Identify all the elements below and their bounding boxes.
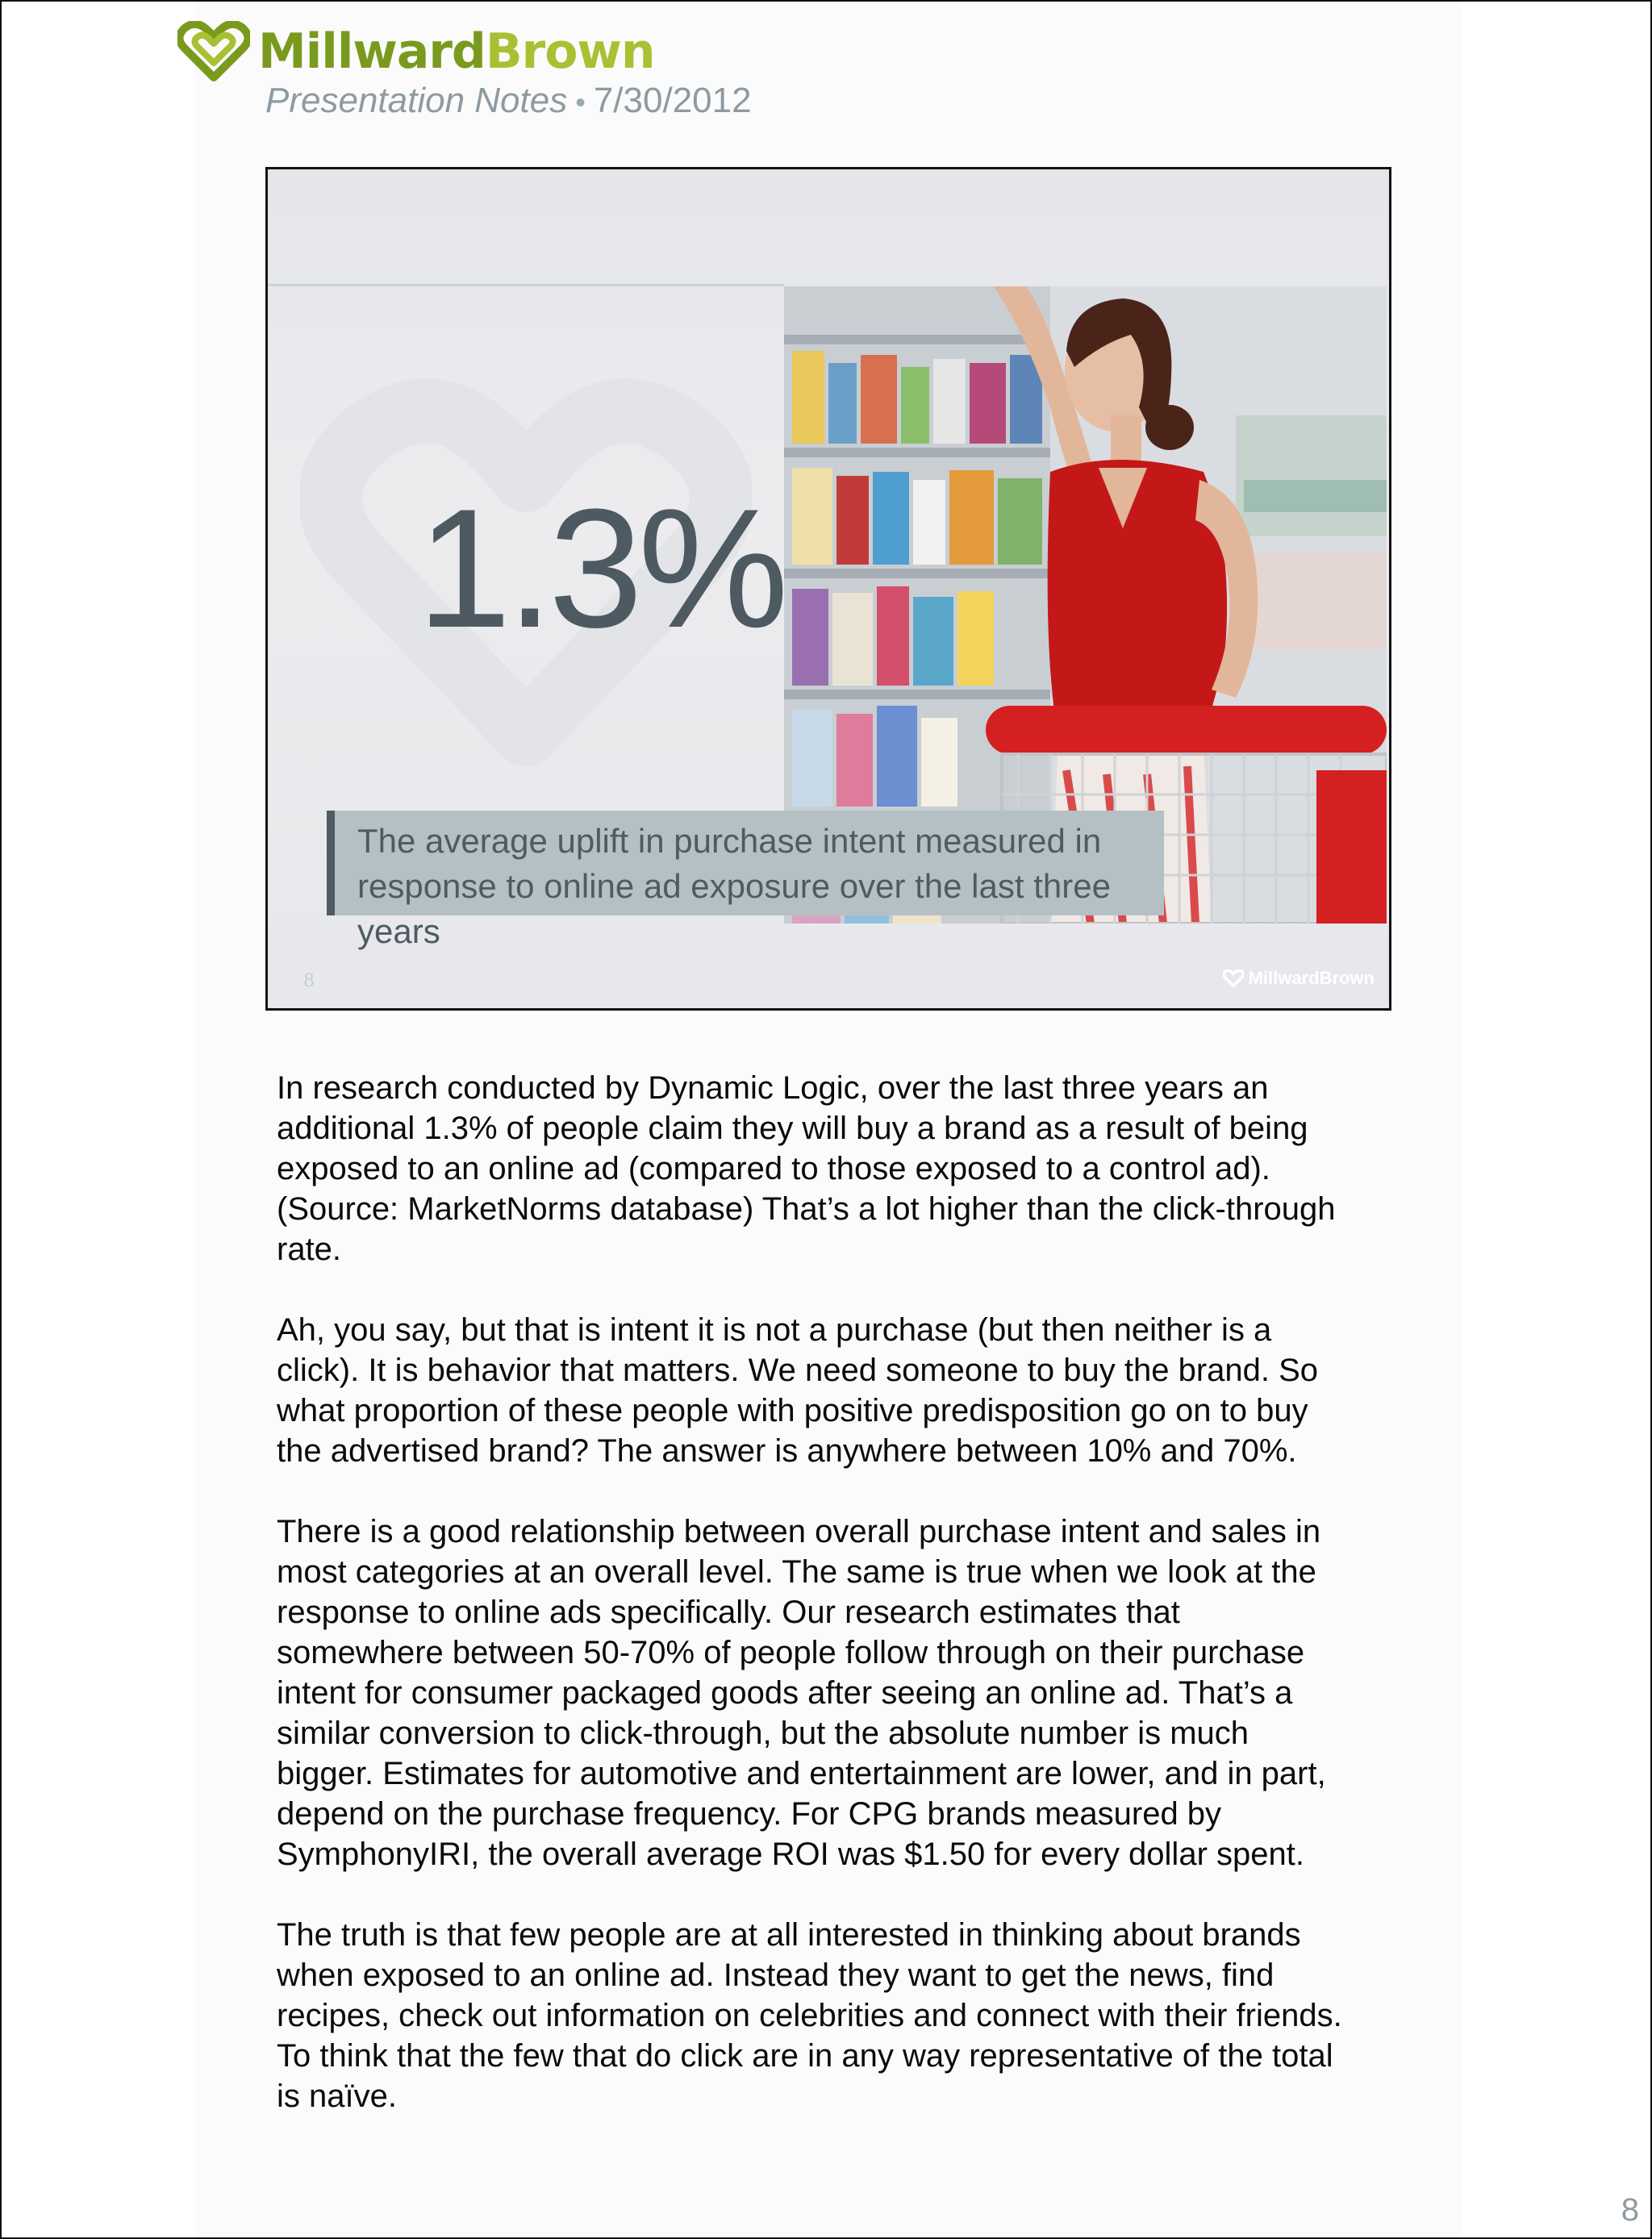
slide-image bbox=[265, 167, 1391, 1011]
page-number: 8 bbox=[1621, 2192, 1639, 2228]
heart-logo-icon bbox=[177, 21, 250, 82]
document-subtitle bbox=[265, 79, 752, 124]
slide-caption: The average uplift in purchase intent measured in response to online ad exposure over the last three years bbox=[357, 822, 1111, 950]
headline-stat: 1.3% bbox=[417, 473, 784, 663]
subtitle-separator: • bbox=[575, 85, 586, 119]
subtitle-date: 7/30/2012 bbox=[593, 81, 752, 120]
brand-name-part1: Millward bbox=[258, 23, 486, 80]
subtitle-label: Presentation Notes bbox=[265, 81, 568, 120]
slide-divider-line bbox=[268, 284, 784, 286]
slide-number: 8 bbox=[303, 971, 315, 991]
slide-logo-text: MillwardBrown bbox=[1248, 968, 1375, 988]
notes-paragraph: There is a good relationship between overall purchase intent and sales in most categories at an overall level. The same is true when we look at the response to online ads specifically. Our research estimates that somewhere between 50-70% of people follow through on their purchase intent for consumer packaged goods after seeing an online ad. That’s a similar conversion to click-through, but the absolute number is much bigger. Estimates for automotive and entertainment are lower, and in part, depend on the purchase frequency. For CPG brands measured by SymphonyIRI, the overall average ROI was $1.50 for every dollar spent. bbox=[277, 1514, 1326, 1872]
notes-paragraph: Ah, you say, but that is intent it is not a purchase (but then neither is a click). It is behavior that matters. We need someone to buy the brand. So what proportion of these people with positive predisposition go on to buy the advertised brand? The answer is anywhere between 10% and 70%. bbox=[277, 1312, 1319, 1469]
brand-name bbox=[258, 23, 655, 80]
notes-body bbox=[277, 1068, 1350, 2157]
slide-caption-box bbox=[327, 811, 1164, 950]
notes-paragraph: In research conducted by Dynamic Logic, over the last three years an additional 1.3% of people claim they will buy a brand as a result of being exposed to an online ad (compared to those exposed to a control ad). (Source: MarketNorms database) That’s a lot higher than the click-through rate. bbox=[277, 1070, 1336, 1267]
slide-logo bbox=[1223, 968, 1375, 989]
brand-logo bbox=[177, 19, 655, 84]
slide-divider-line-thin bbox=[268, 290, 784, 291]
notes-paragraph: The truth is that few people are at all interested in thinking about brands when exposed to an online ad. Instead they want to get the news, find recipes, check out information on celebrities and connect with their friends. To think that the few that do click are in any way representative of the total is naïve. bbox=[277, 1917, 1342, 2114]
brand-name-part2: Brown bbox=[485, 23, 655, 80]
heart-logo-icon bbox=[1223, 969, 1244, 987]
